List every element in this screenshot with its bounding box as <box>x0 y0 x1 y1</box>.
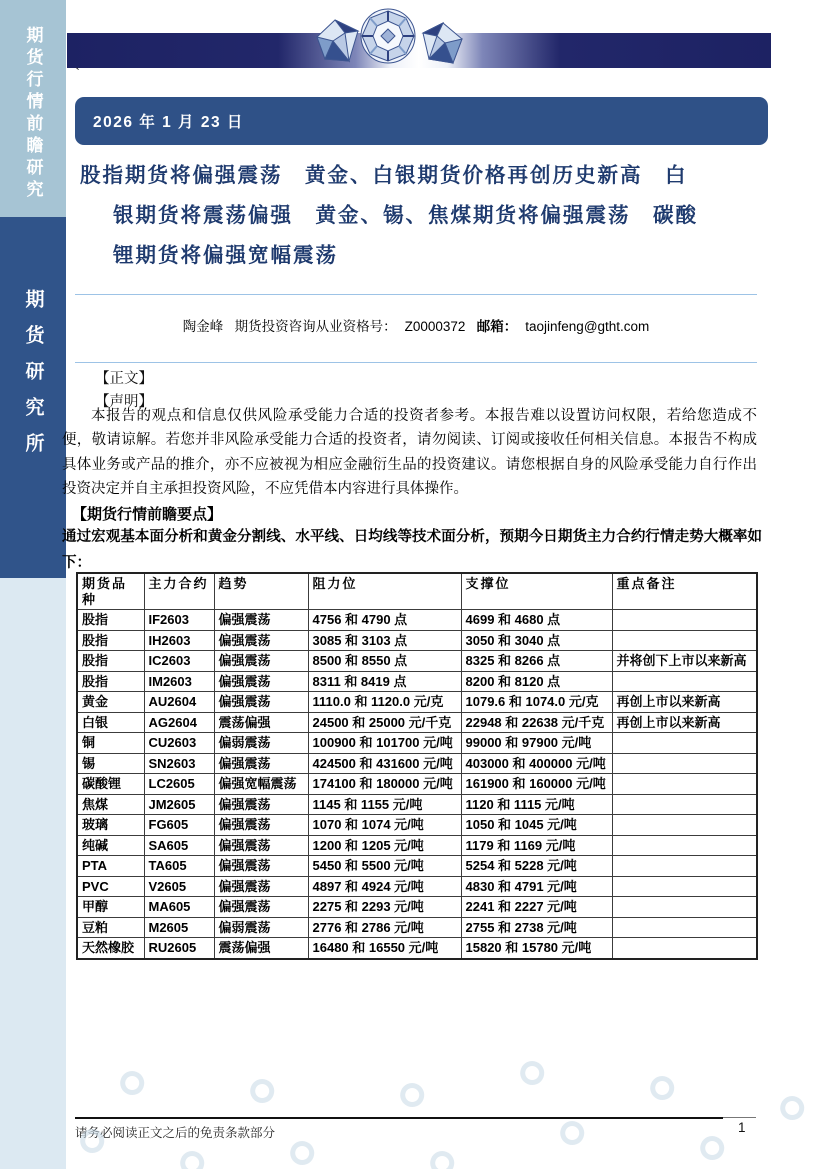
analysis-intro-paragraph: 通过宏观基本面分析和黄金分割线、水平线、日均线等技术面分析，预期今日期货主力合约行情走势大概率如下： <box>62 529 762 571</box>
section-label-body: 【正文】 <box>95 371 153 387</box>
table-cell: M2605 <box>144 917 214 938</box>
table-cell: 偏强震荡 <box>214 610 308 631</box>
table-cell: 2241 和 2227 元/吨 <box>461 897 612 918</box>
author-line <box>75 315 757 335</box>
stray-backtick-char: ` <box>75 66 80 82</box>
table-cell: 3085 和 3103 点 <box>308 630 461 651</box>
table-cell: 偏强震荡 <box>214 876 308 897</box>
table-cell: 偏弱震荡 <box>214 733 308 754</box>
sidebar-label-report-type: 期货行情前瞻研究 <box>23 26 43 202</box>
table-cell: 甲醇 <box>77 897 144 918</box>
email-address: taojinfeng@gtht.com <box>525 319 650 334</box>
title-line-3: 锂期货将偏强宽幅震荡 <box>113 245 338 267</box>
table-cell: 偏强震荡 <box>214 897 308 918</box>
table-cell: 黄金 <box>77 692 144 713</box>
page-number: 1 <box>738 1120 746 1135</box>
table-cell: 2755 和 2738 元/吨 <box>461 917 612 938</box>
table-cell <box>612 938 757 959</box>
table-cell: 4897 和 4924 元/吨 <box>308 876 461 897</box>
table-cell: AG2604 <box>144 712 214 733</box>
table-cell: 1200 和 1205 元/吨 <box>308 835 461 856</box>
footer-disclaimer-note: 请务必阅读正文之后的免责条款部分 <box>75 1126 276 1140</box>
table-cell: AU2604 <box>144 692 214 713</box>
watermark-logo <box>116 1065 152 1099</box>
table-row <box>77 897 757 918</box>
column-header: 支撑位 <box>461 573 612 610</box>
table-cell: 再创上市以来新高 <box>612 712 757 733</box>
table-cell: 1179 和 1169 元/吨 <box>461 835 612 856</box>
table-cell: 股指 <box>77 671 144 692</box>
table-row <box>77 651 757 672</box>
table-cell: 偏强震荡 <box>214 815 308 836</box>
divider-under-title <box>75 294 757 295</box>
table-cell: 偏强震荡 <box>214 753 308 774</box>
table-cell: 偏强震荡 <box>214 630 308 651</box>
table-cell: 再创上市以来新高 <box>612 692 757 713</box>
table-cell: 100900 和 101700 元/吨 <box>308 733 461 754</box>
table-row <box>77 917 757 938</box>
table-cell: 震荡偏强 <box>214 712 308 733</box>
table-cell: IF2603 <box>144 610 214 631</box>
sidebar-section-report-type <box>0 0 66 217</box>
table-cell: 22948 和 22638 元/千克 <box>461 712 612 733</box>
table-cell: 1070 和 1074 元/吨 <box>308 815 461 836</box>
table-cell: LC2605 <box>144 774 214 795</box>
table-cell <box>612 856 757 877</box>
column-header: 主力合约 <box>144 573 214 610</box>
table-cell: 8200 和 8120 点 <box>461 671 612 692</box>
table-cell: 8500 和 8550 点 <box>308 651 461 672</box>
table-cell: 1145 和 1155 元/吨 <box>308 794 461 815</box>
watermark-logo <box>426 1145 462 1169</box>
table-cell <box>612 671 757 692</box>
author-name: 陶金峰 <box>182 319 224 334</box>
table-cell: 8325 和 8266 点 <box>461 651 612 672</box>
table-cell: V2605 <box>144 876 214 897</box>
table-cell: 偏弱震荡 <box>214 917 308 938</box>
table-cell: 焦煤 <box>77 794 144 815</box>
watermark-logo <box>176 1145 212 1169</box>
table-row <box>77 630 757 651</box>
table-cell: 5450 和 5500 元/吨 <box>308 856 461 877</box>
table-cell: 24500 和 25000 元/千克 <box>308 712 461 733</box>
table-cell: 424500 和 431600 元/吨 <box>308 753 461 774</box>
table-header-row <box>77 573 757 610</box>
table-row <box>77 774 757 795</box>
watermark-logo <box>396 1077 432 1111</box>
table-row <box>77 733 757 754</box>
column-header: 阻力位 <box>308 573 461 610</box>
table-cell <box>612 815 757 836</box>
table-cell <box>612 794 757 815</box>
disclaimer-paragraph: 本报告的观点和信息仅供风险承受能力合适的投资者参考。本报告难以设置访问权限，若给您造成不便，敬请谅解。若您并非风险承受能力合适的投资者，请勿阅读、订阅或接收任何相关信息。本报告不构成具体业务或产品的推介，亦不应被视为相应金融衍生品的投资建议。请您根据自身的风险承受能力自行作出投资决定并自主承担投资风险，不应凭借本内容进行具体操作。 <box>62 408 757 497</box>
table-cell: 8311 和 8419 点 <box>308 671 461 692</box>
footer-divider-extension <box>723 1117 756 1118</box>
table-cell: 161900 和 160000 元/吨 <box>461 774 612 795</box>
column-header: 趋势 <box>214 573 308 610</box>
report-title <box>80 156 770 276</box>
title-line-2: 银期货将震荡偏强 黄金、锡、焦煤期货将偏强震荡 碳酸 <box>113 205 698 227</box>
table-cell: IM2603 <box>144 671 214 692</box>
table-cell: 偏强震荡 <box>214 692 308 713</box>
qualification-number: Z0000372 <box>404 319 466 334</box>
author-qualification-label: 期货投资咨询从业资格号： <box>234 319 397 334</box>
footer-divider <box>75 1117 723 1119</box>
table-cell: PVC <box>77 876 144 897</box>
sidebar-section-blank <box>0 578 66 1169</box>
table-row <box>77 938 757 959</box>
report-date: 2026 年 1 月 23 日 <box>93 114 244 131</box>
forecast-table-body <box>77 610 757 959</box>
table-cell: 1110.0 和 1120.0 元/克 <box>308 692 461 713</box>
table-row <box>77 692 757 713</box>
watermark-logo <box>776 1090 812 1124</box>
table-cell <box>612 630 757 651</box>
table-cell: 2776 和 2786 元/吨 <box>308 917 461 938</box>
table-row <box>77 815 757 836</box>
table-cell <box>612 876 757 897</box>
table-cell: 4830 和 4791 元/吨 <box>461 876 612 897</box>
table-cell: 2275 和 2293 元/吨 <box>308 897 461 918</box>
table-row <box>77 835 757 856</box>
futures-forecast-table <box>76 572 758 960</box>
table-cell: 白银 <box>77 712 144 733</box>
table-cell: 偏强震荡 <box>214 856 308 877</box>
table-cell: SA605 <box>144 835 214 856</box>
table-row <box>77 671 757 692</box>
table-cell: 3050 和 3040 点 <box>461 630 612 651</box>
section-label-statement: 【声明】 <box>95 394 153 410</box>
table-cell: 99000 和 97900 元/吨 <box>461 733 612 754</box>
table-cell: 15820 和 15780 元/吨 <box>461 938 612 959</box>
table-cell: 并将创下上市以来新高 <box>612 651 757 672</box>
table-cell <box>612 733 757 754</box>
watermark-logo <box>646 1070 682 1104</box>
table-cell: 股指 <box>77 610 144 631</box>
table-cell <box>612 897 757 918</box>
divider-under-author <box>75 362 757 363</box>
table-cell: CU2603 <box>144 733 214 754</box>
table-cell: 174100 和 180000 元/吨 <box>308 774 461 795</box>
watermark-logo <box>516 1055 552 1089</box>
table-cell: 403000 和 400000 元/吨 <box>461 753 612 774</box>
watermark-logo <box>286 1135 322 1169</box>
watermark-logo <box>246 1073 282 1107</box>
watermark-logo <box>556 1115 592 1149</box>
sidebar-section-institute <box>0 217 66 578</box>
table-cell: 天然橡胶 <box>77 938 144 959</box>
table-cell: 偏强震荡 <box>214 651 308 672</box>
table-cell: 1050 和 1045 元/吨 <box>461 815 612 836</box>
table-row <box>77 794 757 815</box>
table-cell: RU2605 <box>144 938 214 959</box>
table-cell: 偏强震荡 <box>214 794 308 815</box>
email-label: 邮箱： <box>476 319 518 334</box>
table-cell: 4756 和 4790 点 <box>308 610 461 631</box>
sidebar-label-institute: 期货研究所 <box>22 289 44 469</box>
table-row <box>77 753 757 774</box>
table-cell: 铜 <box>77 733 144 754</box>
table-row <box>77 712 757 733</box>
table-cell: MA605 <box>144 897 214 918</box>
table-cell: JM2605 <box>144 794 214 815</box>
table-cell: 1079.6 和 1074.0 元/克 <box>461 692 612 713</box>
table-cell: 股指 <box>77 630 144 651</box>
table-cell <box>612 610 757 631</box>
table-cell: SN2603 <box>144 753 214 774</box>
table-row <box>77 856 757 877</box>
table-cell: 震荡偏强 <box>214 938 308 959</box>
table-cell: 纯碱 <box>77 835 144 856</box>
diamond-logo-icon <box>305 3 471 65</box>
column-header: 期货品种 <box>77 573 144 610</box>
table-row <box>77 876 757 897</box>
table-cell: IH2603 <box>144 630 214 651</box>
table-row <box>77 610 757 631</box>
table-cell <box>612 835 757 856</box>
table-cell: 16480 和 16550 元/吨 <box>308 938 461 959</box>
watermark-logo <box>696 1130 732 1164</box>
table-cell: IC2603 <box>144 651 214 672</box>
title-line-1: 股指期货将偏强震荡 黄金、白银期货价格再创历史新高 白 <box>80 165 688 187</box>
section-label-highlights: 【期货行情前瞻要点】 <box>72 507 223 523</box>
table-cell: PTA <box>77 856 144 877</box>
column-header: 重点备注 <box>612 573 757 610</box>
table-cell: TA605 <box>144 856 214 877</box>
date-badge <box>75 97 768 145</box>
table-cell: 4699 和 4680 点 <box>461 610 612 631</box>
table-cell: 1120 和 1115 元/吨 <box>461 794 612 815</box>
table-cell: 偏强震荡 <box>214 835 308 856</box>
table-cell: FG605 <box>144 815 214 836</box>
table-cell: 锡 <box>77 753 144 774</box>
table-cell: 玻璃 <box>77 815 144 836</box>
table-cell <box>612 774 757 795</box>
table-cell: 碳酸锂 <box>77 774 144 795</box>
table-cell: 豆粕 <box>77 917 144 938</box>
table-cell: 偏强宽幅震荡 <box>214 774 308 795</box>
sidebar <box>0 0 66 1169</box>
table-cell: 5254 和 5228 元/吨 <box>461 856 612 877</box>
table-cell <box>612 917 757 938</box>
table-cell: 股指 <box>77 651 144 672</box>
table-cell: 偏强震荡 <box>214 671 308 692</box>
table-cell <box>612 753 757 774</box>
